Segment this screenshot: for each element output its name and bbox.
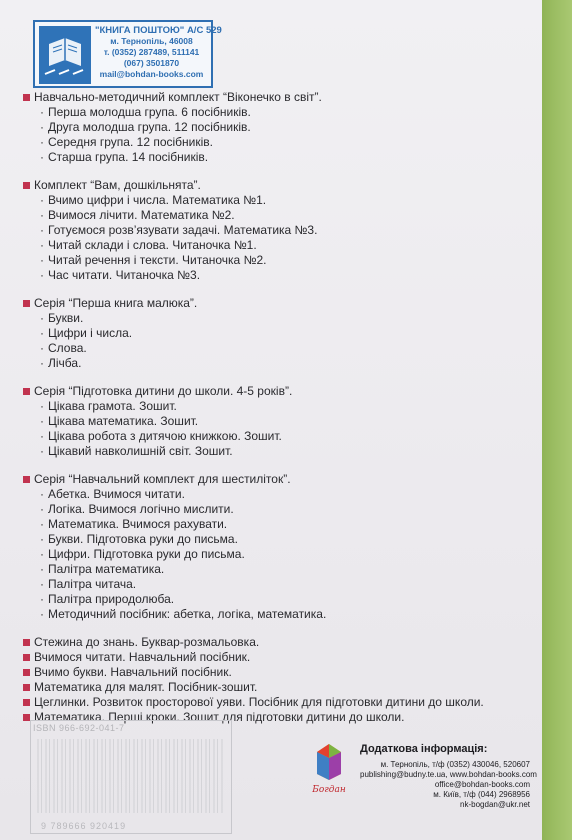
catalog-group xyxy=(22,296,532,371)
info-line: м. Київ, т/ф (044) 2968956 xyxy=(433,790,530,799)
catalog-group xyxy=(22,472,532,622)
barcode-digits: 9 789666 920419 xyxy=(41,821,127,831)
list-item: Вчимося читати. Навчальний посібник. xyxy=(22,650,532,665)
list-item: · Логіка. Вчимося логічно мислити. xyxy=(22,502,532,517)
list-item: · Цікава робота з дитячою книжкою. Зошит. xyxy=(22,429,532,444)
stamp-line-3: т. (0352) 287489, 511141 xyxy=(103,47,200,57)
list-item: · Цікава грамота. Зошит. xyxy=(22,399,532,414)
stamp-line-4: (067) 3501870 xyxy=(123,58,180,68)
stamp-line-5: mail@bohdan-books.com xyxy=(99,69,204,79)
info-line: office@bohdan-books.com xyxy=(434,780,530,789)
list-item: · Старша група. 14 посібників. xyxy=(22,150,532,165)
list-item: · Букви. xyxy=(22,311,532,326)
list-item: Вчимо букви. Навчальний посібник. xyxy=(22,665,532,680)
group-title: Серія “Підготовка дитини до школи. 4-5 років”. xyxy=(22,384,532,399)
info-line: м. Тернопіль, т/ф (0352) 430046, 520607 xyxy=(380,760,530,769)
list-item: · Вчимо цифри і числа. Математика №1. xyxy=(22,193,532,208)
list-item: · Перша молодша група. 6 посібників. xyxy=(22,105,532,120)
group-title: Навчально-методичний комплект “Віконечко в світ”. xyxy=(22,90,532,105)
publisher-logo-icon xyxy=(307,740,351,796)
group-title: Серія “Навчальний комплект для шестиліток”. xyxy=(22,472,532,487)
info-line: nk-bogdan@ukr.net xyxy=(460,800,530,809)
info-heading: Додаткова інформація: xyxy=(360,743,488,755)
barcode xyxy=(30,720,232,834)
list-item: · Методичний посібник: абетка, логіка, математика. xyxy=(22,607,532,622)
stamp-line-2: м. Тернопіль, 46008 xyxy=(110,36,193,46)
catalog-list xyxy=(22,90,532,738)
book-logo-icon xyxy=(39,26,91,84)
group-title: Комплект “Вам, дошкільнята”. xyxy=(22,178,532,193)
standalone-titles xyxy=(22,635,532,725)
catalog-group xyxy=(22,178,532,283)
list-item: · Друга молодша група. 12 посібників. xyxy=(22,120,532,135)
group-title: Серія “Перша книга малюка”. xyxy=(22,296,532,311)
list-item: · Абетка. Вчимося читати. xyxy=(22,487,532,502)
catalog-group xyxy=(22,384,532,459)
list-item: · Математика. Вчимося рахувати. xyxy=(22,517,532,532)
list-item: · Лічба. xyxy=(22,356,532,371)
list-item: · Читай речення і тексти. Читаночка №2. xyxy=(22,253,532,268)
list-item: · Букви. Підготовка руки до письма. xyxy=(22,532,532,547)
list-item: · Час читати. Читаночка №3. xyxy=(22,268,532,283)
list-item: · Цифри. Підготовка руки до письма. xyxy=(22,547,532,562)
barcode-bars-icon xyxy=(37,739,223,813)
list-item: · Готуємося розв’язувати задачі. Математика №3. xyxy=(22,223,532,238)
isbn-text: ISBN 966-692-041-7 xyxy=(33,723,125,733)
list-item: · Палітра природолюба. xyxy=(22,592,532,607)
list-item: · Цифри і числа. xyxy=(22,326,532,341)
list-item: · Палітра математика. xyxy=(22,562,532,577)
list-item: Математика для малят. Посібник-зошит. xyxy=(22,680,532,695)
list-item: Стежина до знань. Буквар-розмальовка. xyxy=(22,635,532,650)
list-item: · Цікавий навколишній світ. Зошит. xyxy=(22,444,532,459)
green-spine-edge xyxy=(542,0,572,840)
list-item: · Палітра читача. xyxy=(22,577,532,592)
mail-order-stamp xyxy=(33,20,222,88)
list-item: · Цікава математика. Зошит. xyxy=(22,414,532,429)
catalog-group xyxy=(22,90,532,165)
list-item: · Вчимося лічити. Математика №2. xyxy=(22,208,532,223)
svg-text:Богдан: Богдан xyxy=(312,785,346,795)
stamp-line-1: "КНИГА ПОШТОЮ" А/С 529 xyxy=(95,25,222,36)
list-item: · Середня група. 12 посібників. xyxy=(22,135,532,150)
list-item: Математика. Перші кроки. Зошит для підготовки дитини до школи. xyxy=(22,710,532,725)
list-item: Цеглинки. Розвиток просторової уяви. Посібник для підготовки дитини до школи. xyxy=(22,695,532,710)
list-item: · Читай склади і слова. Читаночка №1. xyxy=(22,238,532,253)
info-line: publishing@budny.te.ua, www.bohdan-books.com xyxy=(360,770,537,779)
list-item: · Слова. xyxy=(22,341,532,356)
contact-info xyxy=(360,743,537,810)
